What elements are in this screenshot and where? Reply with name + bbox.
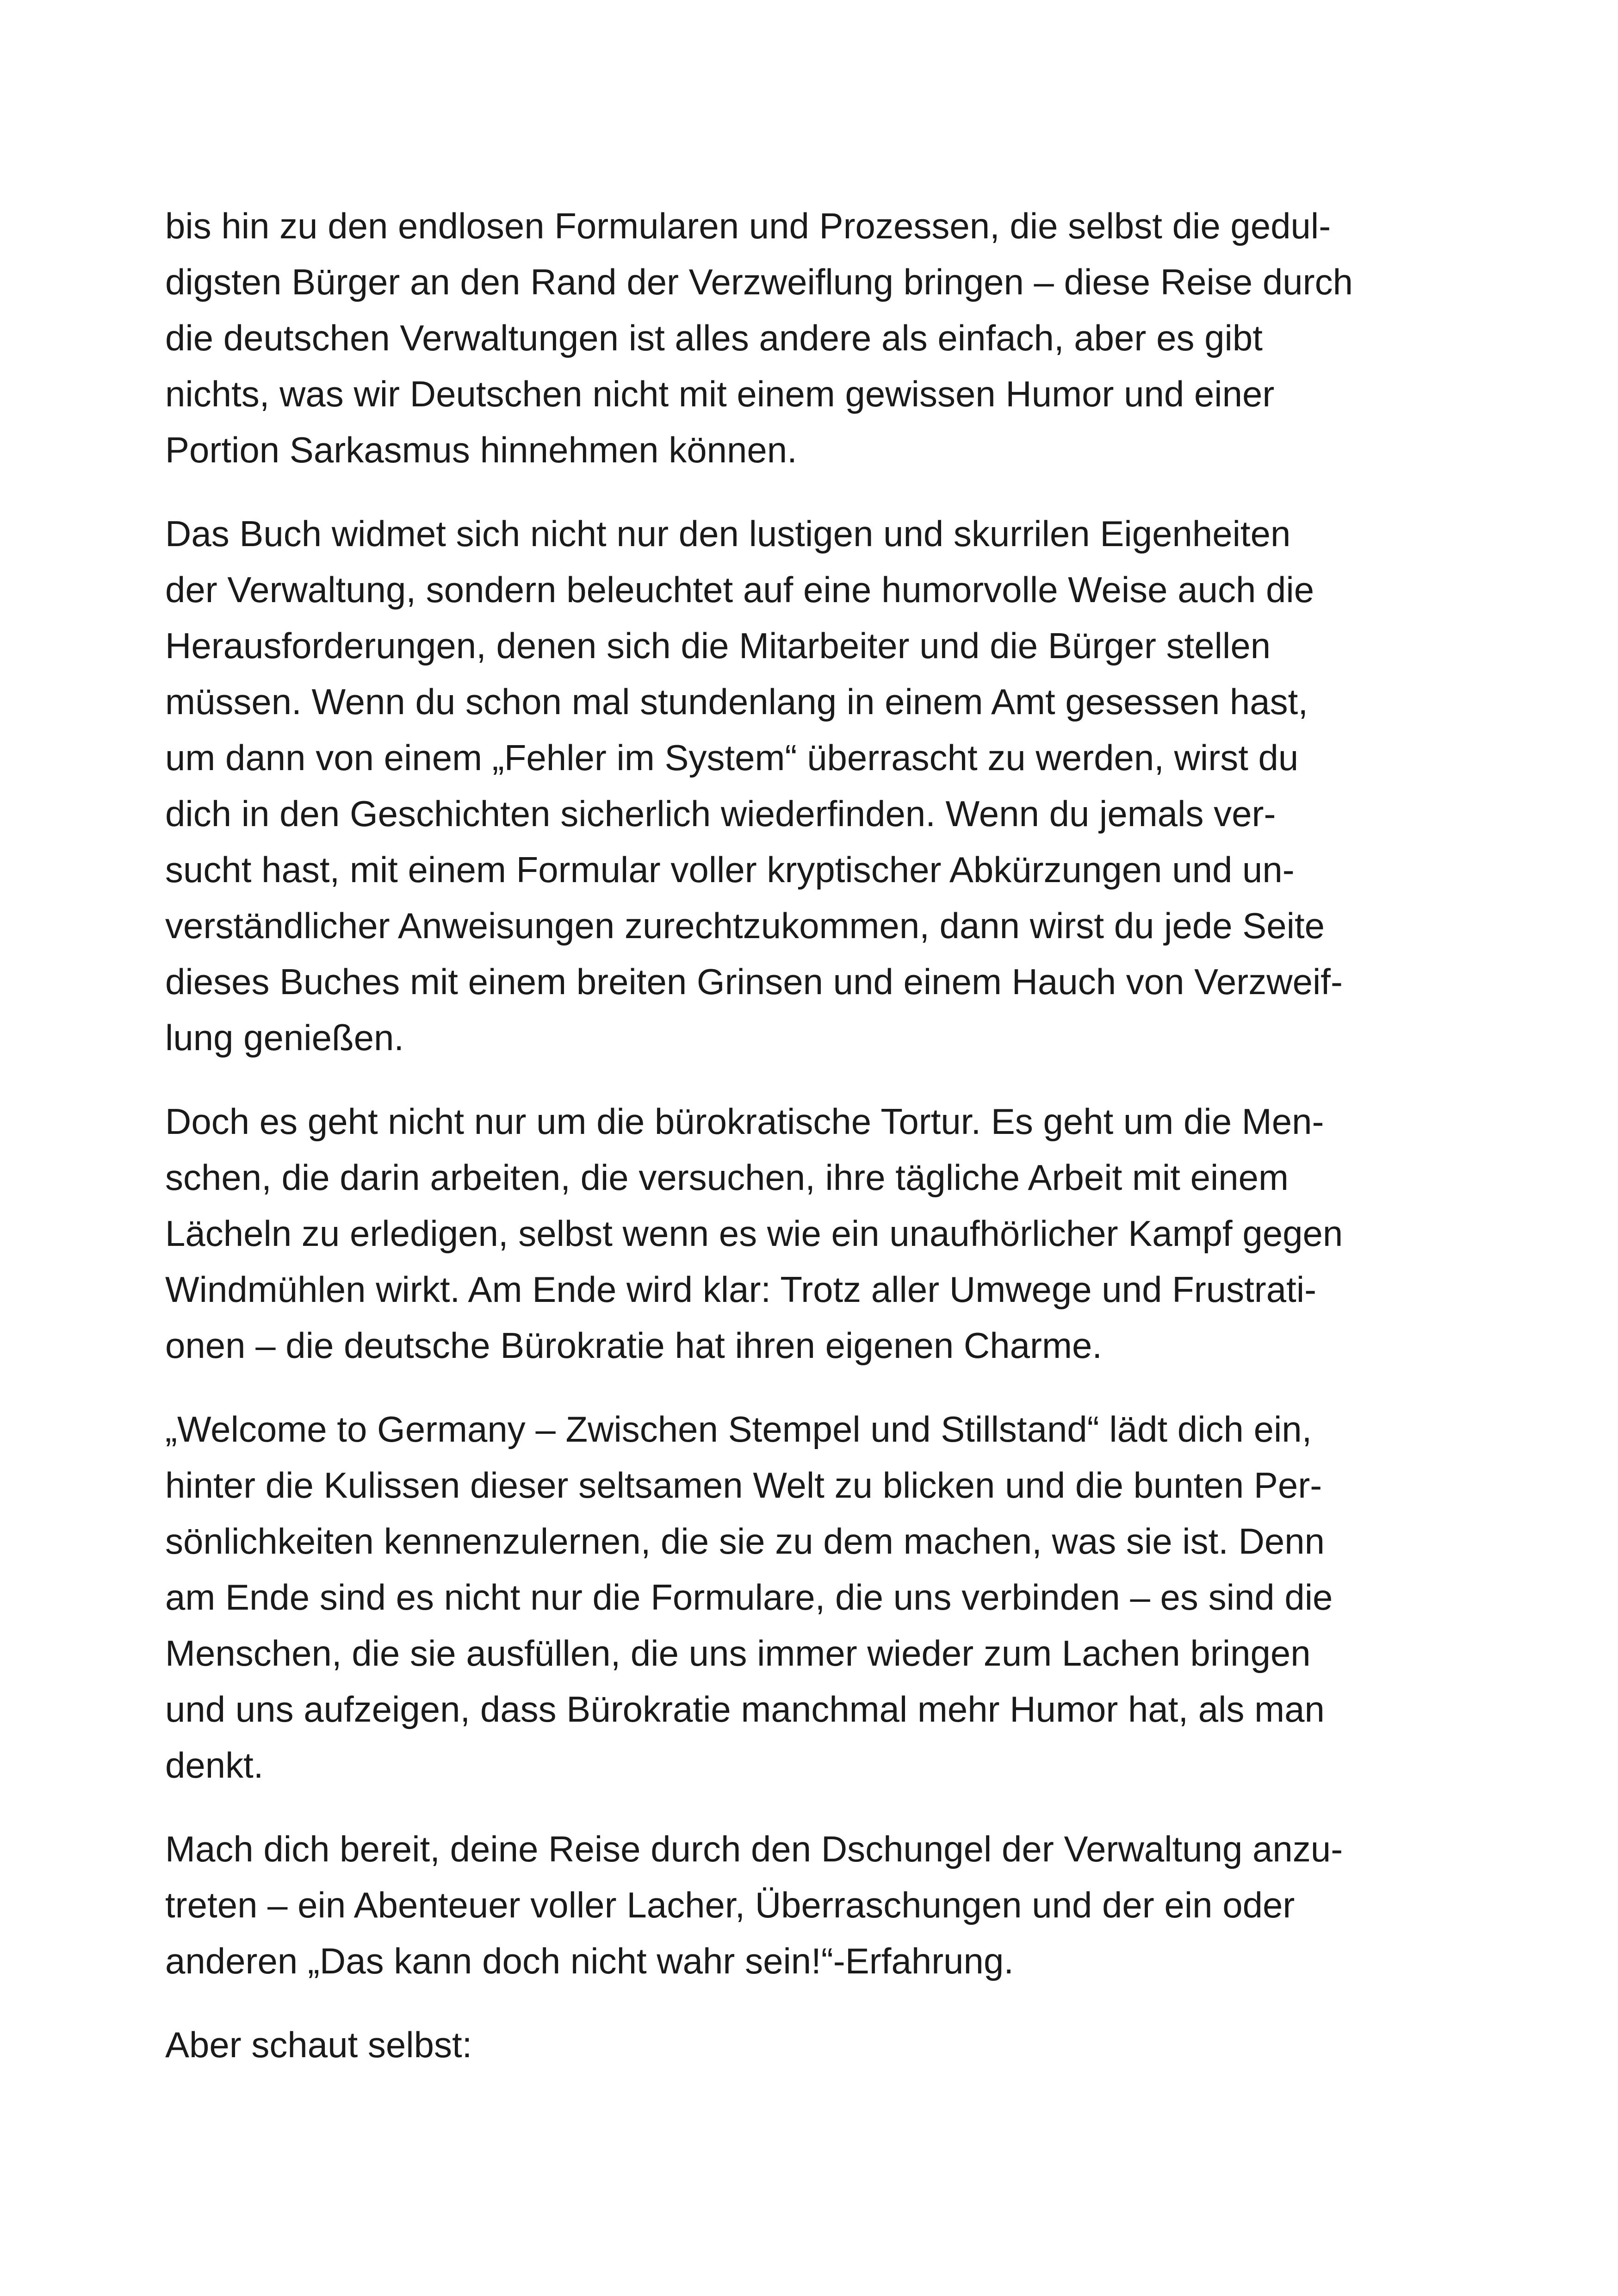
paragraph-3 — [165, 1094, 1438, 1374]
text-line: Doch es geht nicht nur um die bürokratische Tortur. Es geht um die Men- — [165, 1101, 1324, 1142]
text-line: Herausforderungen, denen sich die Mitarbeiter und die Bürger stellen — [165, 625, 1271, 666]
text-line: die deutschen Verwaltungen ist alles andere als einfach, aber es gibt — [165, 317, 1263, 358]
text-line: schen, die darin arbeiten, die versuchen, ihre tägliche Arbeit mit einem — [165, 1157, 1289, 1198]
text-line: onen – die deutsche Bürokratie hat ihren eigenen Charme. — [165, 1325, 1102, 1366]
text-line: Windmühlen wirkt. Am Ende wird klar: Trotz aller Umwege und Frustrati- — [165, 1269, 1317, 1310]
text-line: der Verwaltung, sondern beleuchtet auf eine humorvolle Weise auch die — [165, 569, 1314, 610]
text-line: lung genießen. — [165, 1017, 404, 1058]
text-line: dieses Buches mit einem breiten Grinsen und einem Hauch von Verzweif- — [165, 961, 1343, 1002]
text-line: „Welcome to Germany – Zwischen Stempel und Stillstand“ lädt dich ein, — [165, 1409, 1312, 1450]
text-line: Aber schaut selbst: — [165, 2024, 472, 2065]
text-line: verständlicher Anweisungen zurechtzukommen, dann wirst du jede Seite — [165, 905, 1325, 946]
text-line: Mach dich bereit, deine Reise durch den Dschungel der Verwaltung anzu- — [165, 1829, 1343, 1869]
text-line: anderen „Das kann doch nicht wahr sein!“-Erfahrung. — [165, 1941, 1014, 1981]
text-line: denkt. — [165, 1745, 264, 1786]
paragraph-4 — [165, 1401, 1438, 1793]
text-line: Lächeln zu erledigen, selbst wenn es wie ein unaufhörlicher Kampf gegen — [165, 1213, 1343, 1254]
text-line: sucht hast, mit einem Formular voller kryptischer Abkürzungen und un- — [165, 849, 1295, 890]
text-line: dich in den Geschichten sicherlich wiederfinden. Wenn du jemals ver- — [165, 793, 1276, 834]
text-line: nichts, was wir Deutschen nicht mit einem gewissen Humor und einer — [165, 373, 1275, 414]
paragraph-6 — [165, 2017, 1438, 2073]
paragraph-5 — [165, 1821, 1438, 1989]
text-line: um dann von einem „Fehler im System“ überrascht zu werden, wirst du — [165, 737, 1299, 778]
text-line: sönlichkeiten kennenzulernen, die sie zu dem machen, was sie ist. Denn — [165, 1521, 1325, 1562]
text-line: treten – ein Abenteuer voller Lacher, Überraschungen und der ein oder — [165, 1885, 1295, 1925]
paragraph-1 — [165, 198, 1438, 478]
text-line: müssen. Wenn du schon mal stundenlang in einem Amt gesessen hast, — [165, 681, 1308, 722]
text-line: Das Buch widmet sich nicht nur den lustigen und skurrilen Eigenheiten — [165, 513, 1291, 554]
text-line: Menschen, die sie ausfüllen, die uns immer wieder zum Lachen bringen — [165, 1633, 1311, 1674]
text-line: hinter die Kulissen dieser seltsamen Welt zu blicken und die bunten Per- — [165, 1465, 1322, 1506]
paragraph-2 — [165, 506, 1438, 1066]
body-text — [165, 198, 1438, 2101]
text-line: Portion Sarkasmus hinnehmen können. — [165, 429, 797, 470]
text-line: am Ende sind es nicht nur die Formulare, die uns verbinden – es sind die — [165, 1577, 1333, 1618]
text-line: und uns aufzeigen, dass Bürokratie manchmal mehr Humor hat, als man — [165, 1689, 1325, 1730]
text-line: digsten Bürger an den Rand der Verzweiflung bringen – diese Reise durch — [165, 261, 1353, 302]
text-line: bis hin zu den endlosen Formularen und Prozessen, die selbst die gedul- — [165, 205, 1331, 246]
